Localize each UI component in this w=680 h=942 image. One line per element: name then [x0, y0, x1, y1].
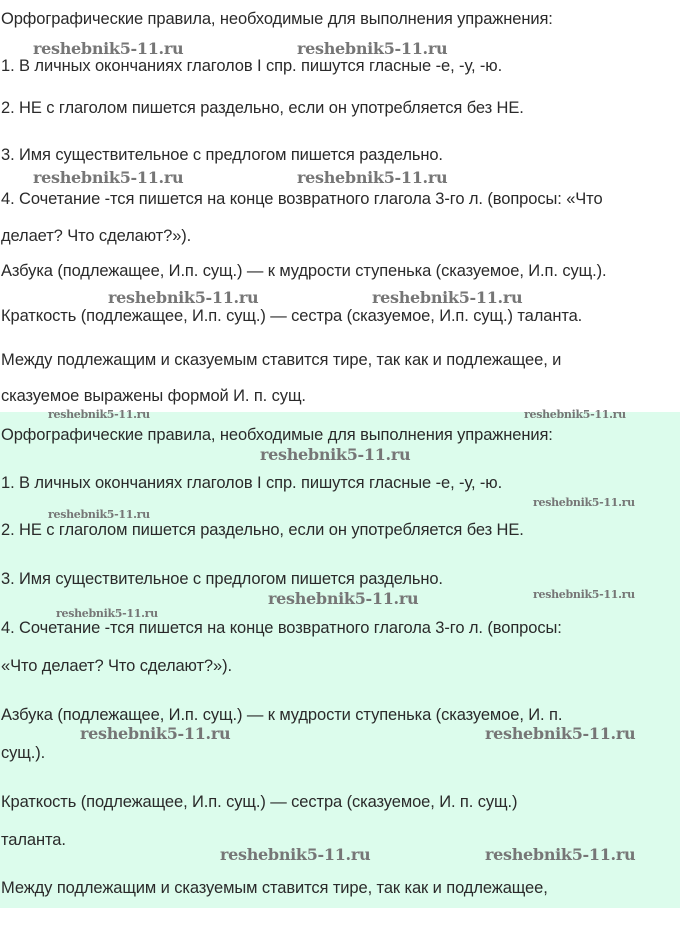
text-line: Орфографические правила, необходимые для выполнения упражнения:: [1, 10, 553, 28]
text-line: Между подлежащим и сказуемым ставится тире, так как и подлежащее,: [1, 879, 548, 897]
watermark: reshebnik5-11.ru: [220, 845, 371, 864]
watermark: reshebnik5-11.ru: [108, 288, 259, 307]
text-line: 1. В личных окончаниях глаголов I спр. пишутся гласные -е, -у, -ю.: [1, 57, 503, 75]
text-line: Краткость (подлежащее, И.п. сущ.) — сестра (сказуемое, И. п. сущ.): [1, 793, 518, 811]
text-line: 3. Имя существительное с предлогом пишется раздельно.: [1, 146, 443, 164]
watermark: reshebnik5-11.ru: [33, 168, 184, 187]
bottom-text-block: [0, 408, 680, 908]
text-line: 1. В личных окончаниях глаголов I спр. пишутся гласные -е, -у, -ю.: [1, 474, 503, 492]
text-line: Орфографические правила, необходимые для выполнения упражнения:: [1, 426, 553, 444]
text-line: сказуемое выражены формой И. п. сущ.: [1, 387, 306, 405]
watermark: reshebnik5-11.ru: [268, 589, 419, 608]
watermark: reshebnik5-11.ru: [33, 39, 184, 58]
watermark: reshebnik5-11.ru: [485, 845, 636, 864]
watermark: reshebnik5-11.ru: [48, 408, 150, 421]
text-line: 2. НЕ с глаголом пишется раздельно, если он употребляется без НЕ.: [1, 521, 524, 539]
top-text-block: [0, 0, 680, 412]
watermark: reshebnik5-11.ru: [372, 288, 523, 307]
text-line: «Что делает? Что сделают?»).: [1, 657, 232, 675]
text-line: Азбука (подлежащее, И.п. сущ.) — к мудрости ступенька (сказуемое, И. п.: [1, 706, 563, 724]
watermark: reshebnik5-11.ru: [260, 445, 411, 464]
watermark: reshebnik5-11.ru: [533, 496, 635, 509]
text-line: 4. Сочетание -тся пишется на конце возвратного глагола 3-го л. (вопросы:: [1, 619, 562, 637]
text-line: сущ.).: [1, 744, 46, 762]
text-line: 4. Сочетание -тся пишется на конце возвратного глагола 3-го л. (вопросы: «Что: [1, 190, 603, 208]
watermark: reshebnik5-11.ru: [485, 724, 636, 743]
text-line: 2. НЕ с глаголом пишется раздельно, если он употребляется без НЕ.: [1, 99, 524, 117]
text-line: таланта.: [1, 831, 66, 849]
text-line: Азбука (подлежащее, И.п. сущ.) — к мудрости ступенька (сказуемое, И.п. сущ.).: [1, 262, 607, 280]
watermark: reshebnik5-11.ru: [297, 39, 448, 58]
text-line: 3. Имя существительное с предлогом пишется раздельно.: [1, 570, 443, 588]
text-line: делает? Что сделают?»).: [1, 227, 192, 245]
text-line: Между подлежащим и сказуемым ставится тире, так как и подлежащее, и: [1, 351, 562, 369]
text-line: Краткость (подлежащее, И.п. сущ.) — сестра (сказуемое, И.п. сущ.) таланта.: [1, 307, 583, 325]
watermark: reshebnik5-11.ru: [533, 588, 635, 601]
watermark: reshebnik5-11.ru: [80, 724, 231, 743]
watermark: reshebnik5-11.ru: [524, 408, 626, 421]
watermark: reshebnik5-11.ru: [297, 168, 448, 187]
watermark: reshebnik5-11.ru: [48, 508, 150, 521]
watermark: reshebnik5-11.ru: [56, 607, 158, 620]
